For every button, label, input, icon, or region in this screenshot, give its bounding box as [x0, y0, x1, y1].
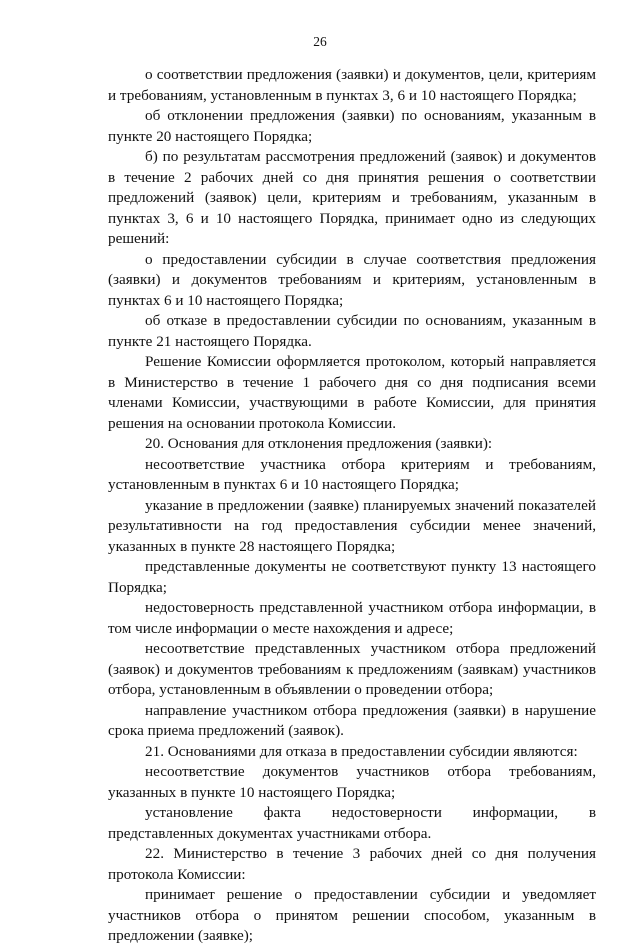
section-heading-22: 22. Министерство в течение 3 рабочих дней со дня получения протокола Комиссии:	[108, 845, 596, 883]
section-heading-21: 21. Основаниями для отказа в предоставлении субсидии являются:	[145, 742, 578, 760]
section-heading-20: 20. Основания для отклонения предложения (заявки):	[145, 435, 493, 452]
paragraph: установление факта недостоверности информации, в представленных документах участниками отбора.	[108, 804, 596, 842]
paragraph: б) по результатам рассмотрения предложений (заявок) и документов в течение 2 рабочих дней со дня принятия решения о соответствии предложений (заявок) цели, критериям и требованиям, указанным в пунктах 3, 6 и 10 настоящего Порядка, принимает одно из следующих решений:	[108, 148, 596, 247]
document-body	[108, 65, 596, 947]
paragraph: представленные документы не соответствуют пункту 13 настоящего Порядка;	[108, 558, 596, 596]
paragraph: об отклонении предложения (заявки) по основаниям, указанным в пункте 20 настоящего Порядка;	[108, 107, 596, 145]
paragraph: направление участником отбора предложения (заявки) в нарушение срока приема предложений (заявок).	[108, 701, 596, 739]
paragraph: недостоверность представленной участником отбора информации, в том числе информации о месте нахождения и адресе;	[108, 599, 596, 637]
paragraph: о предоставлении субсидии в случае соответствия предложения (заявки) и документов требованиям и критериям, установленным в пунктах 6 и 10 настоящего Порядка;	[108, 250, 596, 309]
paragraph: несоответствие представленных участником отбора предложений (заявок) и документов требованиям к предложениям (заявкам) участников отбора, установленным в объявлении о проведении отбора;	[108, 640, 596, 698]
paragraph: о соответствии предложения (заявки) и документов, цели, критериям и требованиям, установленным в пунктах 3, 6 и 10 настоящего Порядка;	[108, 66, 596, 104]
page-number: 26	[313, 34, 327, 49]
paragraph: несоответствие документов участников отбора требованиям, указанных в пункте 10 настоящего Порядка;	[108, 763, 596, 801]
paragraph: принимает решение о предоставлении субсидии и уведомляет участников отбора о принятом решении способом, указанным в предложении (заявке);	[108, 886, 596, 944]
paragraph: об отказе в предоставлении субсидии по основаниям, указанным в пункте 21 настоящего Порядка.	[108, 312, 596, 350]
paragraph: Решение Комиссии оформляется протоколом, который направляется в Министерство в течение 1 рабочего дня со дня подписания всеми членами Комиссии, участвующими в работе Комиссии, для принятия решения на основании протокола Комиссии.	[108, 353, 596, 432]
paragraph: несоответствие участника отбора критериям и требованиям, установленным в пунктах 6 и 10 настоящего Порядка;	[108, 455, 596, 493]
paragraph: указание в предложении (заявке) планируемых значений показателей результативности на год предоставления субсидии менее значений, указанных в пункте 28 настоящего Порядка;	[108, 496, 596, 555]
